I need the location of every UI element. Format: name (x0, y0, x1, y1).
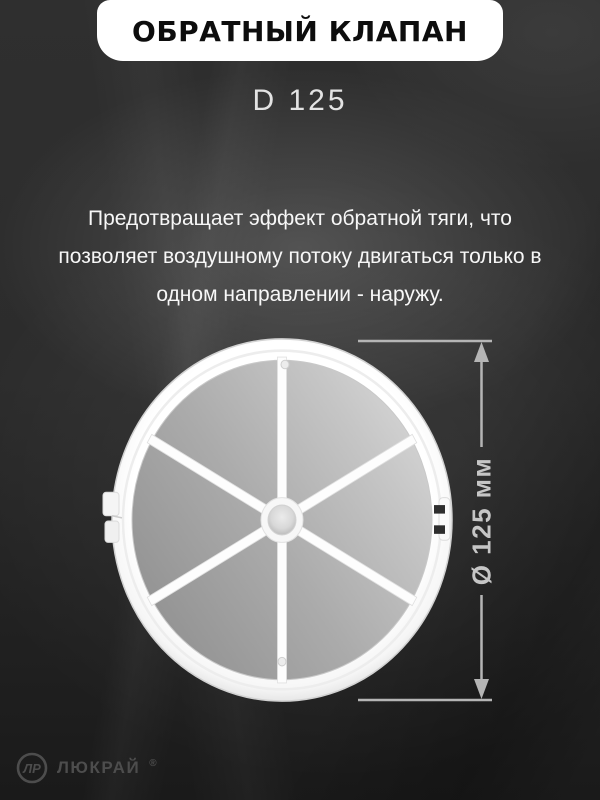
arrowhead-up-icon (474, 342, 489, 362)
brand-name: ЛЮКРАЙ (57, 758, 141, 777)
arrowhead-down-icon (474, 679, 489, 699)
brand-monogram: ЛР (23, 761, 41, 776)
description-line: Предотвращает эффект обратной тяги, что (88, 207, 512, 230)
size-label: D 125 (252, 84, 348, 117)
description-line: одном направлении - наружу. (156, 283, 444, 306)
valve-pin-top (281, 360, 289, 369)
valve-hub-recess (268, 505, 296, 535)
description-line: позволяет воздушному потоку двигаться только в (58, 245, 542, 268)
registered-trademark: ® (149, 757, 157, 769)
check-valve (103, 339, 452, 701)
poster-title: ОБРАТНЫЙ КЛАПАН (132, 15, 468, 48)
brand-logo (15, 751, 156, 785)
valve-pin-bottom (278, 657, 286, 666)
dimension-label: Ø 125 мм (466, 456, 497, 586)
brand-logo-icon (15, 751, 49, 785)
